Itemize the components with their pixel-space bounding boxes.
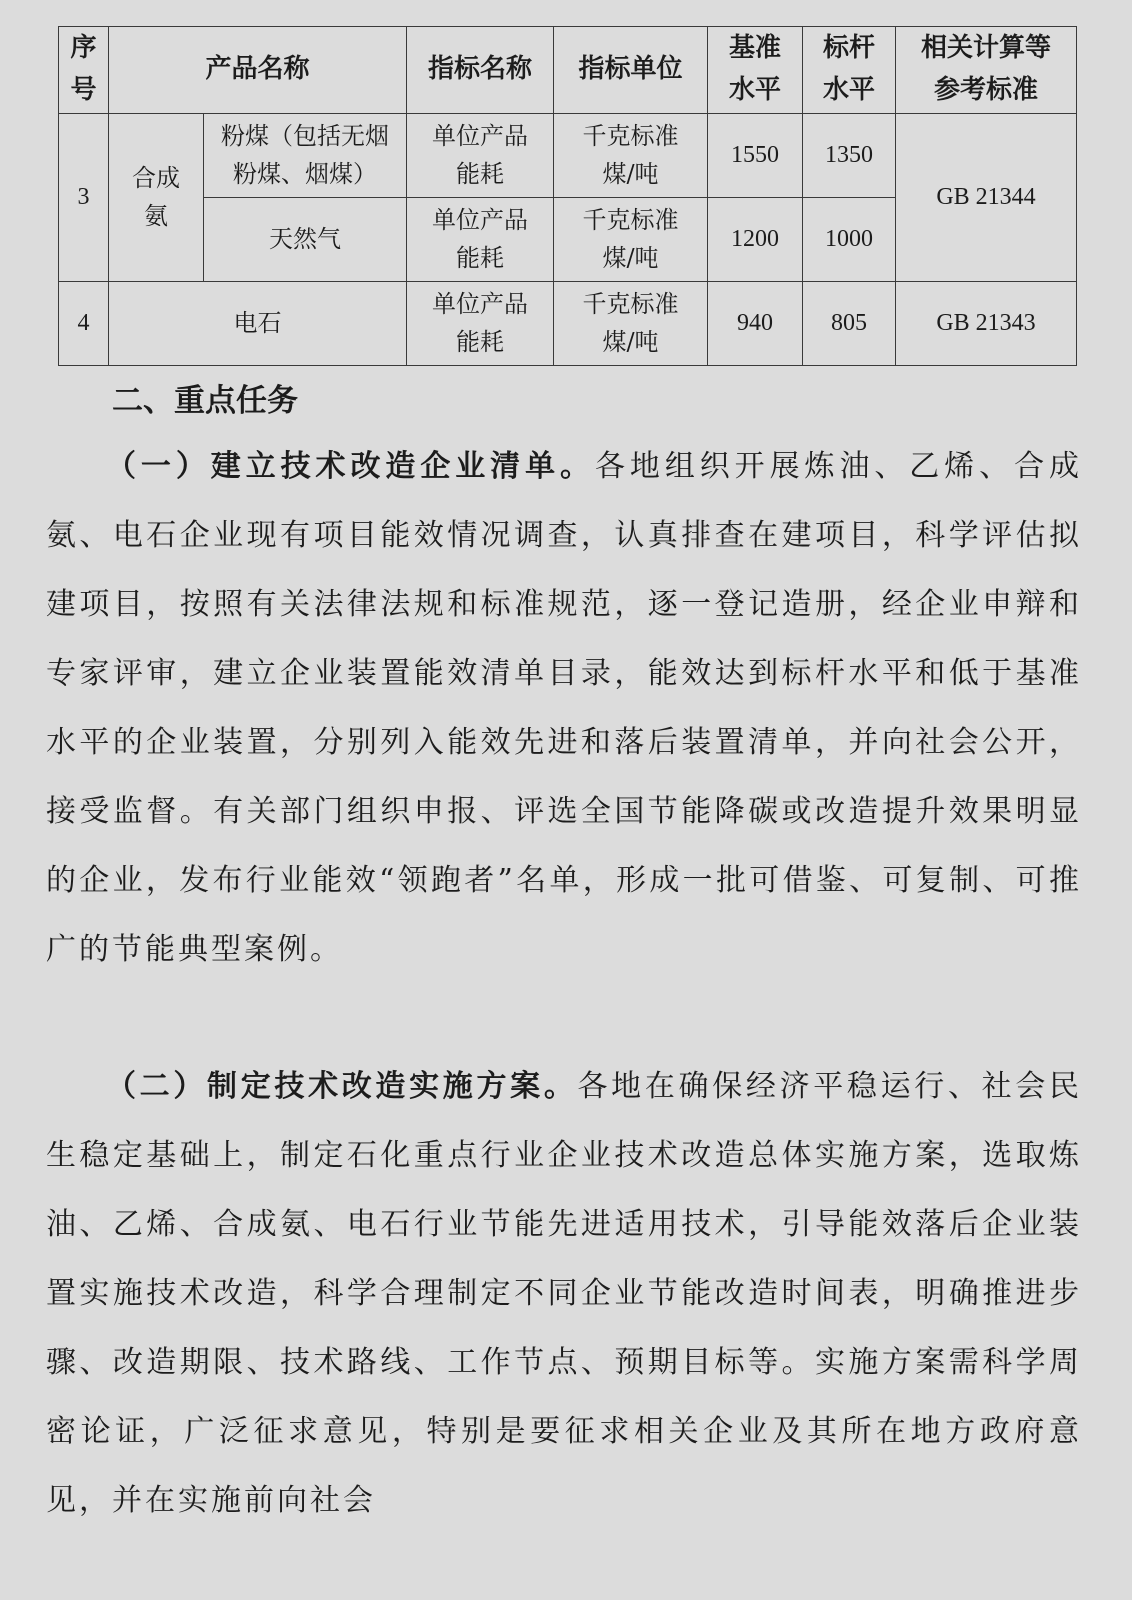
paragraph-2-lead: （二）制定技术改造实施方案。 <box>106 1069 578 1104</box>
row-indicator: 单位产品 能耗 <box>407 114 554 198</box>
row-product: 电石 <box>109 282 407 366</box>
row-unit: 千克标准 煤/吨 <box>554 114 708 198</box>
energy-standard-table <box>58 26 1077 366</box>
row-baseline: 940 <box>708 282 803 366</box>
row-benchmark: 805 <box>803 282 896 366</box>
header-seq: 序 号 <box>59 27 109 114</box>
row-seq: 4 <box>59 282 109 366</box>
row-baseline: 1200 <box>708 198 803 282</box>
header-unit: 指标单位 <box>554 27 708 114</box>
row-reference: GB 21343 <box>896 282 1077 366</box>
paragraph-2-body: 各地在确保经济平稳运行、社会民生稳定基础上，制定石化重点行业企业技术改造总体实施方案，选取炼油、乙烯、合成氨、电石行业节能先进适用技术，引导能效落后企业装置实施技术改造，科学合理制定不同企业节能改造时间表，明确推进步骤、改造期限、技术路线、工作节点、预期目标等。实施方案需科学周密论证，广泛征求意见，特别是要征求相关企业及其所在地方政府意见，并在实施前向社会 <box>46 1069 1082 1518</box>
section-heading: 二、重点任务 <box>112 383 298 419</box>
row-indicator: 单位产品 能耗 <box>407 198 554 282</box>
paragraph-2 <box>46 1052 1082 1535</box>
header-baseline: 基准 水平 <box>708 27 803 114</box>
row-unit: 千克标准 煤/吨 <box>554 282 708 366</box>
header-benchmark: 标杆 水平 <box>803 27 896 114</box>
header-reference: 相关计算等 参考标准 <box>896 27 1077 114</box>
table-header-row <box>59 27 1077 114</box>
row-indicator: 单位产品 能耗 <box>407 282 554 366</box>
paragraph-1-lead: （一）建立技术改造企业清单。 <box>106 449 595 484</box>
row-baseline: 1550 <box>708 114 803 198</box>
row-product: 粉煤（包括无烟 粉煤、烟煤） <box>204 114 407 198</box>
paragraph-1 <box>46 432 1082 984</box>
table-row <box>59 114 1077 198</box>
header-indicator: 指标名称 <box>407 27 554 114</box>
table-row <box>59 282 1077 366</box>
row-unit: 千克标准 煤/吨 <box>554 198 708 282</box>
row-product: 天然气 <box>204 198 407 282</box>
row-reference: GB 21344 <box>896 114 1077 282</box>
row-benchmark: 1000 <box>803 198 896 282</box>
row-seq: 3 <box>59 114 109 282</box>
header-product: 产品名称 <box>109 27 407 114</box>
row-category: 合成 氨 <box>109 114 204 282</box>
paragraph-1-body: 各地组织开展炼油、乙烯、合成氨、电石企业现有项目能效情况调查，认真排查在建项目，科学评估拟建项目，按照有关法律法规和标准规范，逐一登记造册，经企业申辩和专家评审，建立企业装置能效清单目录，能效达到标杆水平和低于基准水平的企业装置，分别列入能效先进和落后装置清单，并向社会公开，接受监督。有关部门组织申报、评选全国节能降碳或改造提升效果明显的企业，发布行业能效“领跑者”名单，形成一批可借鉴、可复制、可推广的节能典型案例。 <box>46 449 1083 967</box>
row-benchmark: 1350 <box>803 114 896 198</box>
